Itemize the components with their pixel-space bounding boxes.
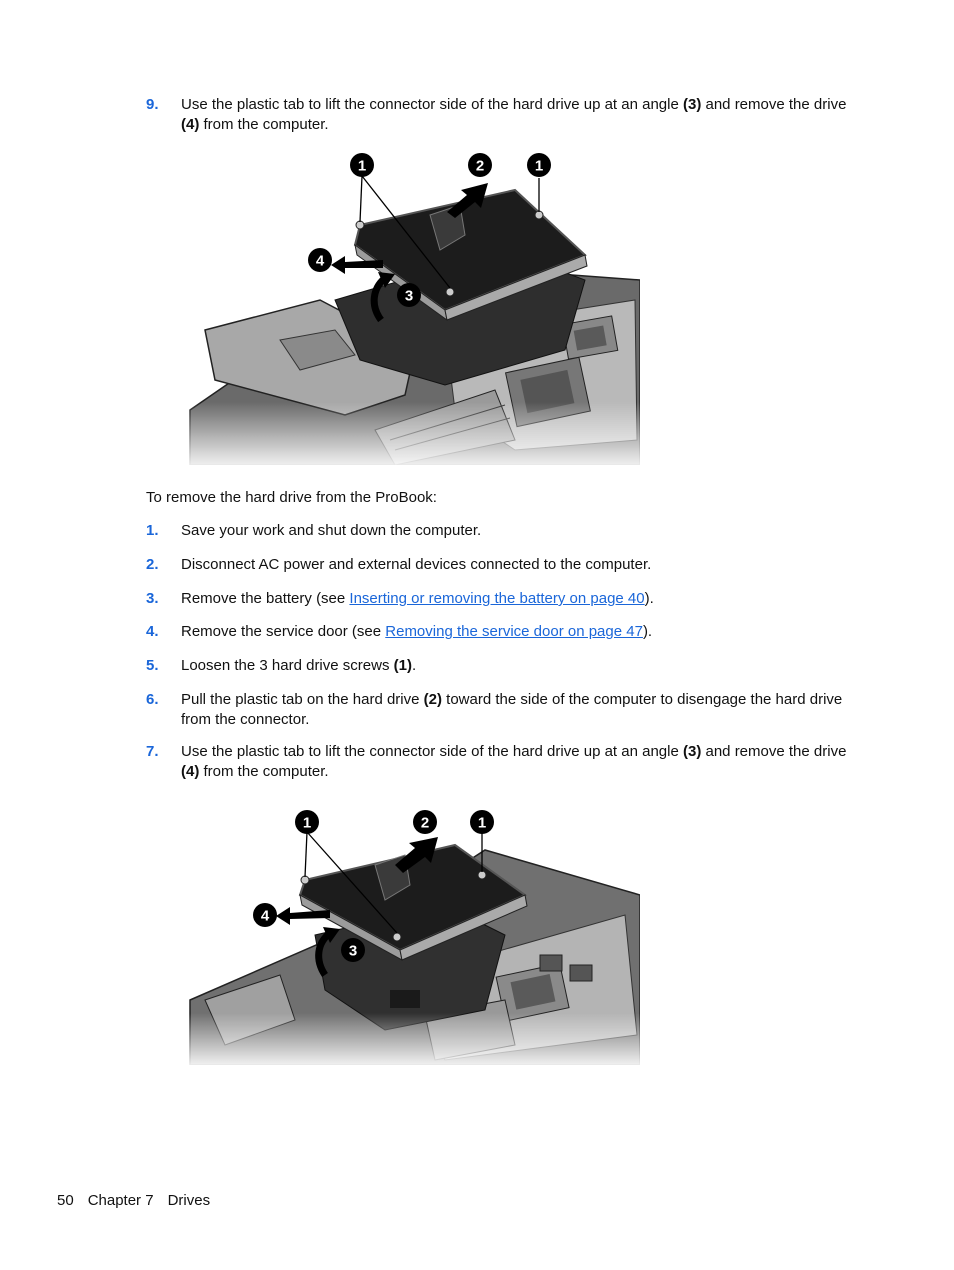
svg-text:1: 1	[477, 814, 487, 832]
svg-text:4: 4	[260, 907, 270, 925]
step-number: 2.	[146, 556, 159, 573]
step-text: Use the plastic tab to lift the connector side of the hard drive up at an angle (3) and remove the drive (4) from the computer.	[181, 743, 847, 780]
step-number: 3.	[146, 590, 159, 607]
svg-text:1: 1	[534, 157, 544, 175]
page-footer	[57, 1192, 224, 1209]
step-text: Remove the battery (see Inserting or removing the battery on page 40).	[181, 590, 654, 607]
svg-text:1: 1	[302, 814, 312, 832]
step-number: 6.	[146, 691, 159, 708]
callout-2	[413, 810, 437, 834]
step-text: Remove the service door (see Removing the service door on page 47).	[181, 623, 653, 640]
hard-drive-removal-figure-2	[185, 805, 640, 1070]
step-text: Save your work and shut down the computer.	[181, 522, 482, 539]
svg-text:2: 2	[420, 814, 430, 832]
step-number: 9.	[146, 96, 159, 113]
callout-3	[397, 283, 421, 307]
step-text: Use the plastic tab to lift the connector side of the hard drive up at an angle (3) and remove the drive (4) from the computer.	[181, 96, 847, 133]
svg-text:2: 2	[475, 157, 485, 175]
callout-4	[253, 903, 277, 927]
step-text: Pull the plastic tab on the hard drive (2) toward the side of the computer to disengage the hard drive from the connector.	[181, 691, 843, 728]
hard-drive-removal-figure-1	[185, 150, 640, 470]
step-number: 4.	[146, 623, 159, 640]
callout-1-right	[470, 810, 494, 834]
callout-3	[341, 938, 365, 962]
svg-text:3: 3	[404, 287, 414, 305]
callout-4	[308, 248, 332, 272]
step-number: 5.	[146, 657, 159, 674]
page-number: 50	[57, 1192, 74, 1209]
callout-1-right	[527, 153, 551, 177]
chapter-label: Chapter 7	[87, 1192, 154, 1209]
battery-page-link[interactable]: Inserting or removing the battery on page 40	[349, 590, 645, 607]
svg-text:1: 1	[357, 157, 367, 175]
svg-text:4: 4	[315, 252, 325, 270]
step-text: Loosen the 3 hard drive screws (1).	[181, 657, 417, 674]
section-label: Drives	[167, 1192, 211, 1209]
callout-2	[468, 153, 492, 177]
service-door-page-link[interactable]: Removing the service door on page 47	[385, 623, 643, 640]
step-number: 1.	[146, 522, 159, 539]
step-number: 7.	[146, 743, 159, 760]
intro-text: To remove the hard drive from the ProBook:	[146, 489, 437, 506]
callout-1-left	[350, 153, 374, 177]
svg-text:3: 3	[348, 942, 358, 960]
callout-1-left	[295, 810, 319, 834]
step-text: Disconnect AC power and external devices connected to the computer.	[181, 556, 652, 573]
